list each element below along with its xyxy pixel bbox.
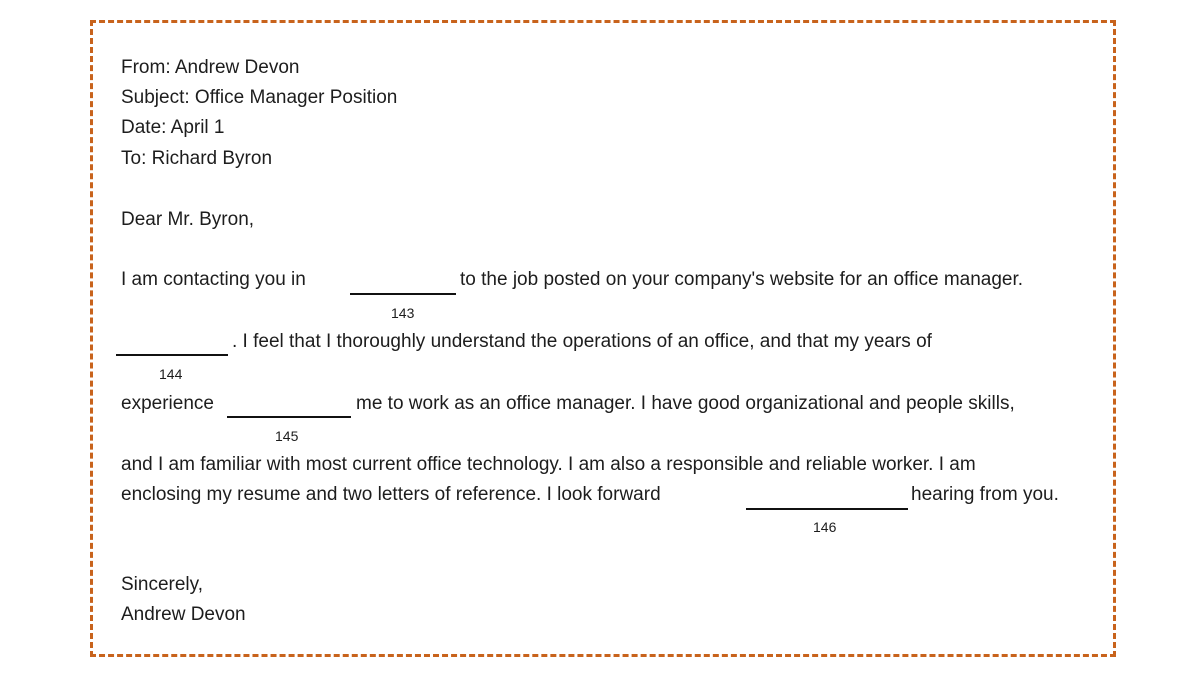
body-line-4: and I am familiar with most current office technology. I am also a responsible and reliable worker. I am	[121, 454, 976, 475]
blank-number-146: 146	[813, 519, 837, 535]
body-line-3-end: me to work as an office manager. I have good organizational and people skills,	[356, 393, 1015, 414]
greeting: Dear Mr. Byron,	[121, 209, 255, 230]
signature-name: Andrew Devon	[121, 604, 246, 625]
subject-line: Subject: Office Manager Position	[121, 87, 398, 108]
body-line-5-start: enclosing my resume and two letters of reference. I look forward	[121, 484, 661, 505]
blank-number-144: 144	[159, 366, 183, 382]
body-line-1-end: to the job posted on your company's website for an office manager.	[460, 269, 1024, 290]
blank-number-145: 145	[275, 428, 299, 444]
sign-off: Sincerely,	[121, 574, 204, 595]
body-line-5-end: hearing from you.	[911, 484, 1059, 505]
blank-144[interactable]	[116, 354, 228, 356]
blank-146[interactable]	[746, 508, 908, 510]
to-line: To: Richard Byron	[121, 148, 273, 169]
blank-143[interactable]	[350, 293, 456, 295]
from-line: From: Andrew Devon	[121, 57, 300, 78]
blank-number-143: 143	[391, 305, 415, 321]
blank-145[interactable]	[227, 416, 351, 418]
body-line-3-start: experience	[121, 393, 214, 414]
body-line-1-start: I am contacting you in	[121, 269, 306, 290]
date-line: Date: April 1	[121, 117, 225, 138]
body-line-2: . I feel that I thoroughly understand the operations of an office, and that my years of	[232, 331, 932, 352]
